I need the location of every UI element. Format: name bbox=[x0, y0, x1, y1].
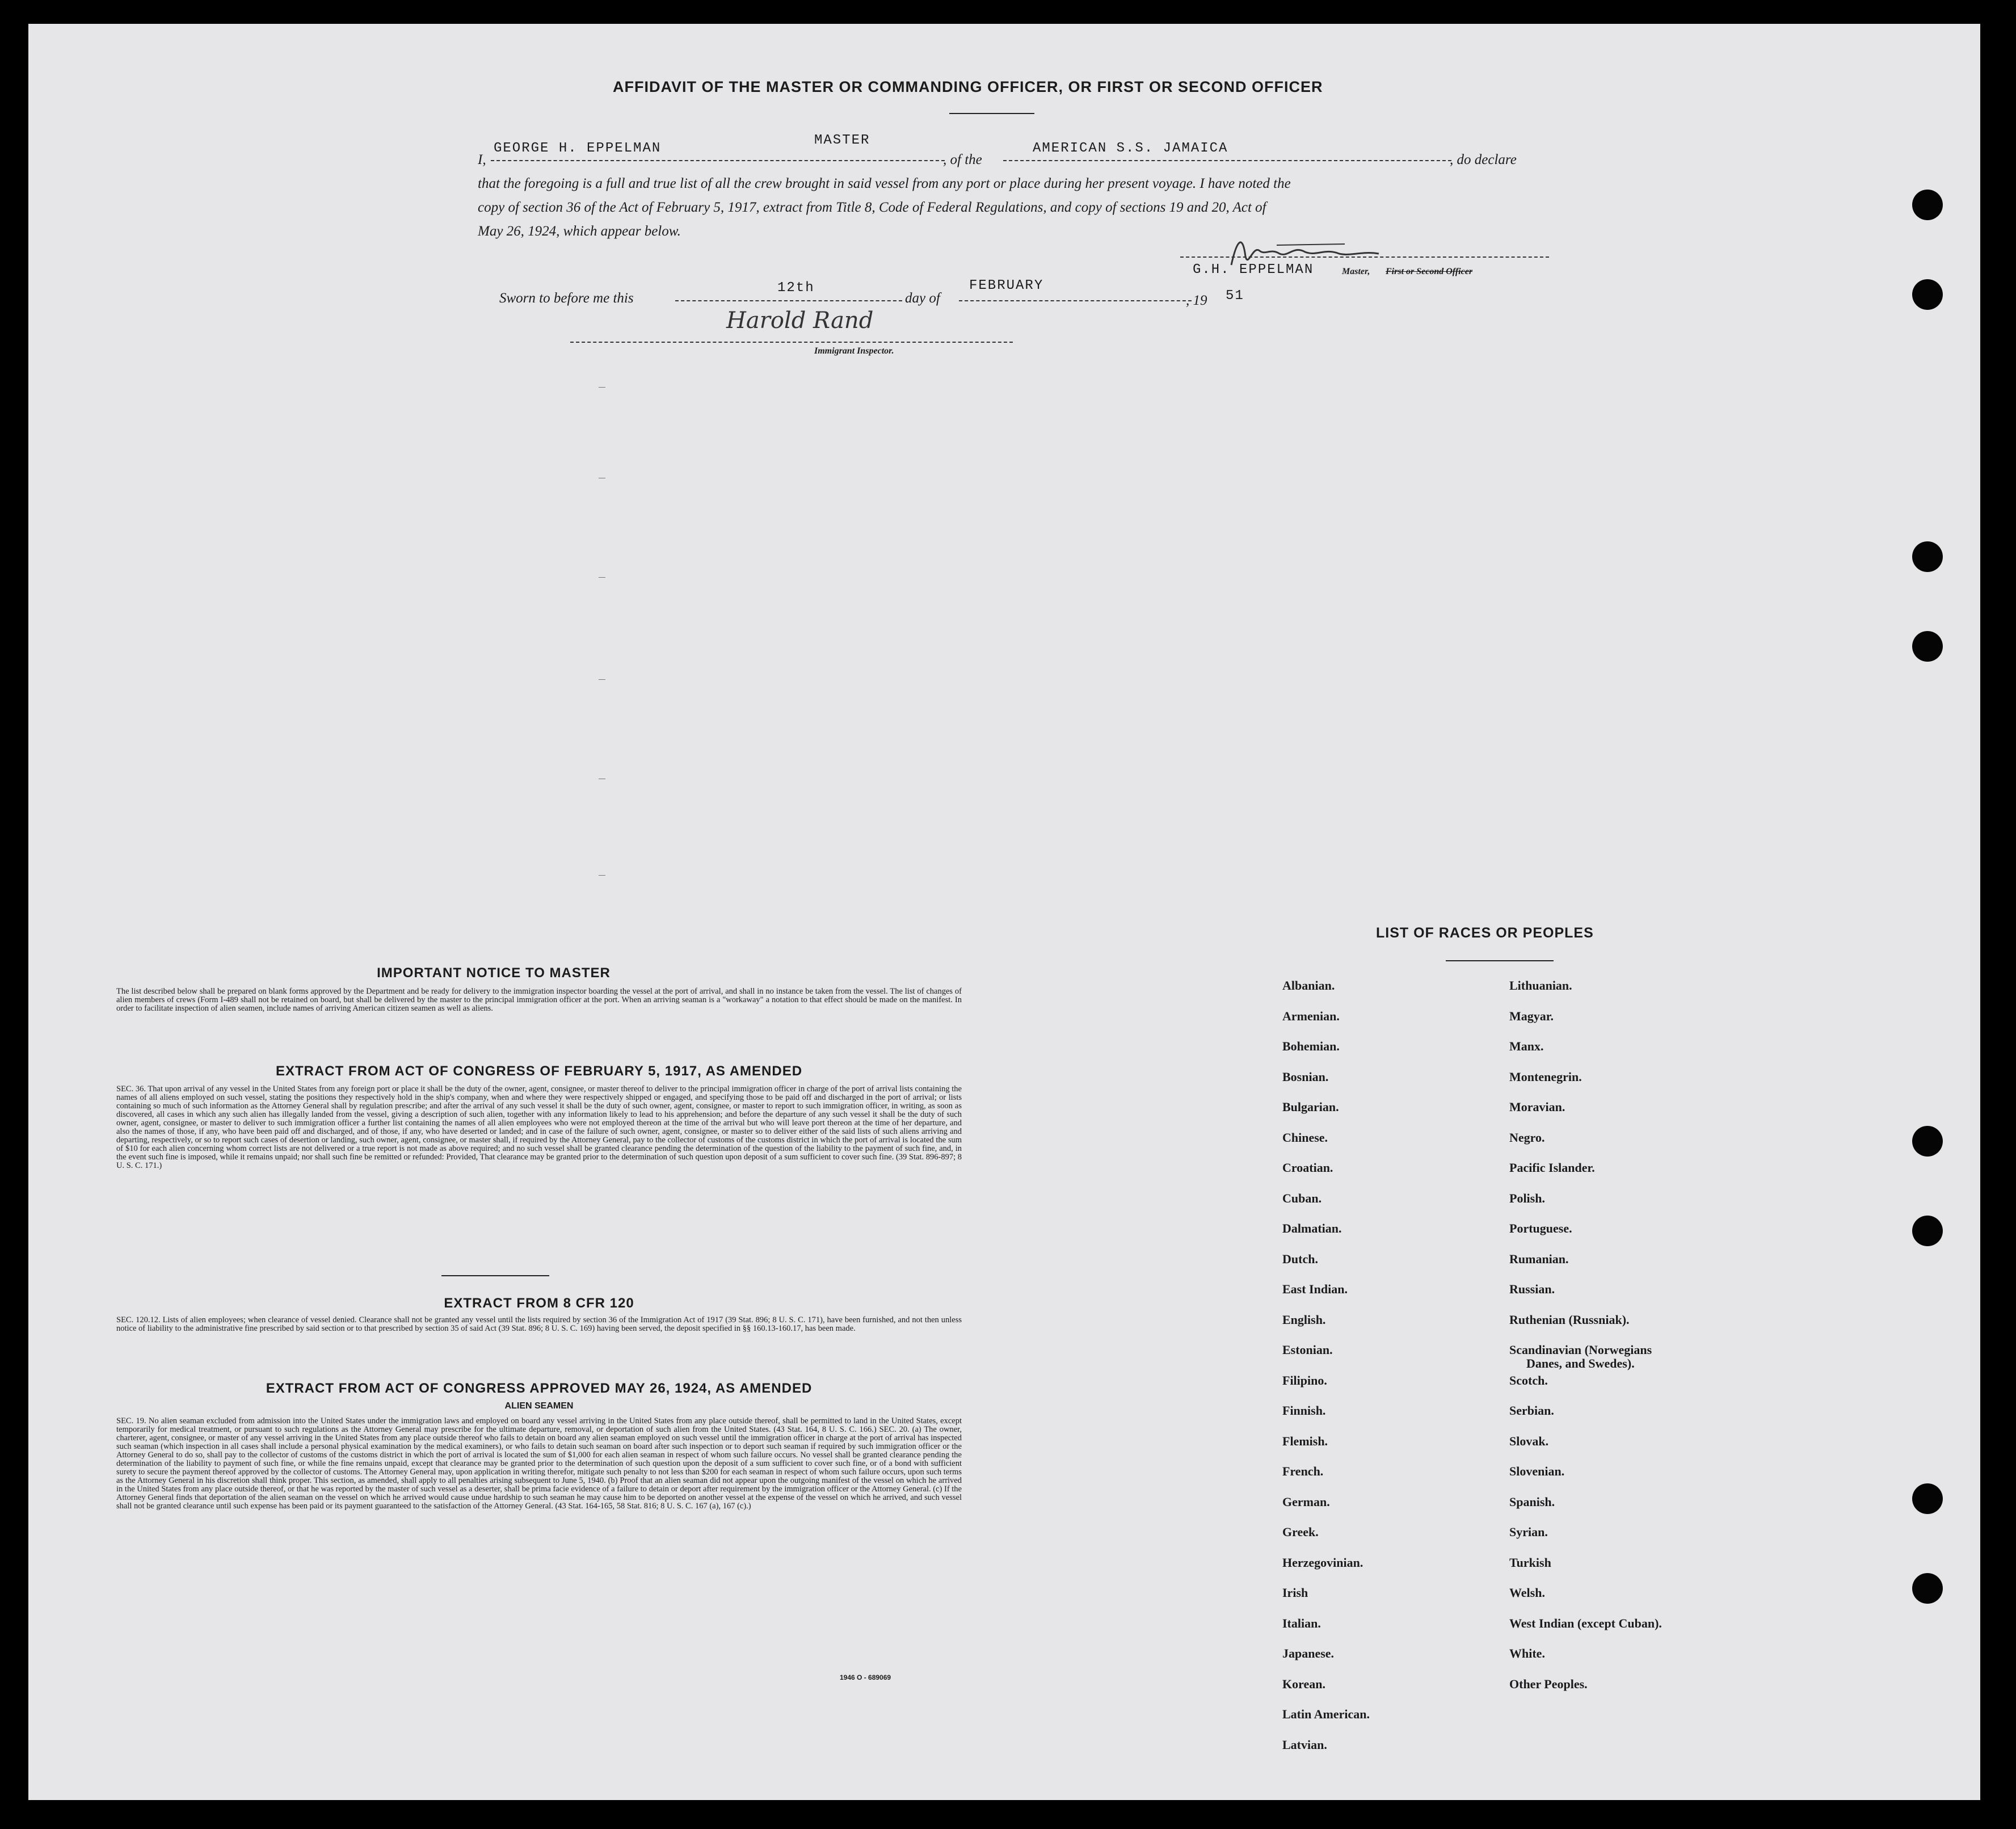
race-item: Lithuanian. bbox=[1509, 978, 1572, 993]
race-item: Italian. bbox=[1282, 1616, 1321, 1630]
extract-1924-heading: EXTRACT FROM ACT OF CONGRESS APPROVED MAY 26, 1924, AS AMENDED bbox=[266, 1381, 813, 1396]
extract-1924-subheading: ALIEN SEAMEN bbox=[504, 1401, 574, 1411]
day-value: 12th bbox=[777, 280, 815, 296]
race-item: West Indian (except Cuban). bbox=[1509, 1616, 1662, 1630]
race-item: Bosnian. bbox=[1282, 1069, 1329, 1084]
race-item: Bulgarian. bbox=[1282, 1100, 1339, 1114]
margin-tick bbox=[599, 679, 605, 680]
race-item: Turkish bbox=[1509, 1555, 1551, 1570]
year-suffix: 51 bbox=[1226, 288, 1244, 304]
extract-1917-heading: EXTRACT FROM ACT OF CONGRESS OF FEBRUARY 5, 1917, AS AMENDED bbox=[275, 1063, 803, 1079]
race-item: Montenegrin. bbox=[1509, 1069, 1582, 1084]
extract-1917-body: SEC. 36. That upon arrival of any vessel in the United States from any foreign port or place it shall be the duty of the owner, agent, consignee, or master thereof to deliver to the principal immigration officer in charge of the port of arrival lists containing the names of all aliens employed on such vessel, stating the positions they respectively hold in the ship's company, when and where they were respectively shipped or engaged, and specifying those to be paid off and discharged in the port of arrival; or lists containing so much of such information as the Attorney General shall by regulation prescribe; and after the arrival of any such vessel it shall be the duty of such owner, agent, consignee, or master to report to such immigration officer, in writing, as soon as discovered, all cases in which any such alien has illegally landed from the vessel, giving a description of such alien, together with any information likely to lead to his apprehension; and before the departure of any such vessel it shall be the duty of such owner, agent, consignee, or master to deliver to such immigration officer a further list containing the names of all alien employees who were not employed thereon at the time of the arrival but who will leave port thereon at the time of her departure, and also the names of those, if any, who have been paid off and discharged, and of those, if any, who have deserted or landed; and in case of the failure of such owner, agent, consignee, or master so to deliver either of the said lists of such aliens arriving and departing, respectively, or so to report such cases of desertion or landing, such owner, agent, consignee, or master shall, if required by the Attorney General, pay to the collector of customs of the customs district in which the port of arrival is located the sum of $10 for each alien concerning whom correct lists are not delivered or a true report is not made as above required; and no such vessel shall be granted clearance pending the determination of the question of the liability to the payment of such fine, and, in the event such fine is imposed, while it remains unpaid; nor shall such fine be remitted or refunded: Provided, That clearance may be granted prior to the determination of such question upon deposit of a sum sufficient to cover such fine. (39 Stat. 896-897; 8 U. S. C. 171.) bbox=[116, 1084, 962, 1170]
race-item: Scandinavian (Norwegians bbox=[1509, 1343, 1652, 1357]
race-item: Korean. bbox=[1282, 1676, 1325, 1691]
notice-heading: IMPORTANT NOTICE TO MASTER bbox=[377, 965, 611, 981]
race-item: Armenian. bbox=[1282, 1008, 1340, 1023]
vessel-line bbox=[1003, 160, 1451, 161]
of-the-label: , of the bbox=[943, 152, 982, 167]
title-rule bbox=[949, 113, 1034, 114]
print-code: 1946 O - 689069 bbox=[840, 1674, 891, 1681]
punch-hole bbox=[1912, 1216, 1943, 1246]
race-item: Estonian. bbox=[1282, 1343, 1333, 1357]
cfr-heading: EXTRACT FROM 8 CFR 120 bbox=[444, 1296, 634, 1311]
extract-1924-body: SEC. 19. No alien seaman excluded from admission into the United States under the immigration laws and employed on board any vessel arriving in the United States from any place outside thereof, shall be permitted to land in the United States, except temporarily for medical treatment, or pursuant to such regulations as the Attorney General may prescribe for the ultimate departure, removal, or deportation of such alien from the United States. (43 Stat. 164, 8 U. S. C. 166.) SEC. 20. (a) The owner, charterer, agent, consignee, or master of any vessel arriving in the United States from any place outside thereof who fails to detain on board any alien seaman employed on such vessel until the immigration officer in charge at the port of arrival has inspected such seaman (which inspection in all cases shall include a personal physical examination by the medical examiners), or who fails to detain such seaman on board after such inspection or to deport such seaman if required by such immigration officer or the Attorney General to do so, shall pay to the collector of customs of the customs district in which the port of arrival is located the sum of $1,000 for each alien seaman in respect of whom such failure occurs. No vessel shall be granted clearance pending the determination of the liability to payment of such fine, or while the fine remains unpaid, except that clearance may be granted prior to the determination of such question upon the deposit of a sum sufficient to cover such fine, or of a bond with sufficient surety to secure the payment thereof approved by the collector of customs. The Attorney General may, upon application in writing therefor, mitigate such penalty to not less than $200 for each seaman in respect of whom such failure occurs, upon such terms as the Attorney General in his discretion shall think proper. This section, as amended, shall apply to all penalties arising subsequent to June 5, 1940. (b) Proof that an alien seaman did not appear upon the outgoing manifest of the vessel on which he arrived in the United States from any place outside thereof, or that he was reported by the master of such vessel as a deserter, shall be prima facie evidence of a failure to detain or deport after requirement by the immigration officer or the Attorney General. (c) If the Attorney General finds that deportation of the alien seaman on the vessel on which he arrived would cause undue hardship to such seaman he may cause him to be deported on another vessel at the expense of the vessel on which he arrived, and such vessel shall not be granted clearance until such expense has been paid or its payment guaranteed to the satisfaction of the Attorney General. (43 Stat. 164-165, 58 Stat. 816; 8 U. S. C. 167 (a), 167 (c).) bbox=[116, 1416, 962, 1511]
race-item: White. bbox=[1509, 1646, 1545, 1660]
race-item: Pacific Islander. bbox=[1509, 1161, 1595, 1175]
inspector-signature: Harold Rand bbox=[726, 308, 874, 334]
officer-title-struck: First or Second Officer bbox=[1386, 267, 1473, 276]
race-item: Dalmatian. bbox=[1282, 1221, 1342, 1235]
document-page bbox=[28, 24, 1980, 1800]
race-item: Latin American. bbox=[1282, 1707, 1370, 1721]
race-item: Irish bbox=[1282, 1586, 1308, 1600]
race-item: Latvian. bbox=[1282, 1737, 1327, 1752]
race-item: Bohemian. bbox=[1282, 1039, 1340, 1053]
month-line bbox=[959, 300, 1192, 301]
race-item: Spanish. bbox=[1509, 1494, 1555, 1509]
race-item: Flemish. bbox=[1282, 1433, 1328, 1448]
punch-hole bbox=[1912, 279, 1943, 310]
month-value: FEBRUARY bbox=[969, 278, 1044, 293]
races-rule bbox=[1446, 960, 1554, 961]
declaration-line-4: May 26, 1924, which appear below. bbox=[478, 224, 681, 239]
race-item: Manx. bbox=[1509, 1039, 1544, 1053]
punch-hole bbox=[1912, 190, 1943, 220]
margin-tick bbox=[599, 875, 605, 876]
race-item: Magyar. bbox=[1509, 1008, 1554, 1023]
name-line bbox=[491, 160, 945, 161]
race-item: Filipino. bbox=[1282, 1373, 1327, 1387]
master-rank: MASTER bbox=[814, 133, 870, 148]
race-item: French. bbox=[1282, 1464, 1324, 1478]
inspector-line bbox=[570, 342, 1013, 343]
race-item: Slovenian. bbox=[1509, 1464, 1565, 1478]
punch-hole bbox=[1912, 1483, 1943, 1514]
margin-tick bbox=[599, 387, 605, 388]
race-item: Croatian. bbox=[1282, 1161, 1333, 1175]
declaration-line-2: that the foregoing is a full and true list of all the crew brought in said vessel from any port or place during her present voyage. I have noted the bbox=[478, 176, 1291, 191]
race-item: Portuguese. bbox=[1509, 1221, 1572, 1235]
punch-hole bbox=[1912, 541, 1943, 572]
race-item: Japanese. bbox=[1282, 1646, 1335, 1660]
master-name: GEORGE H. EPPELMAN bbox=[494, 141, 662, 156]
day-line bbox=[675, 300, 902, 301]
section-rule bbox=[441, 1275, 549, 1276]
officer-typed-name: G.H. EPPELMAN bbox=[1193, 262, 1314, 277]
race-item: Cuban. bbox=[1282, 1191, 1322, 1205]
vessel-name: AMERICAN S.S. JAMAICA bbox=[1033, 141, 1228, 156]
race-item: Negro. bbox=[1509, 1130, 1545, 1145]
signature-line bbox=[1180, 257, 1549, 258]
race-item: East Indian. bbox=[1282, 1282, 1348, 1296]
race-item: Greek. bbox=[1282, 1525, 1319, 1539]
notice-body: The list described below shall be prepared on blank forms approved by the Department and be ready for delivery to the immigration inspector boarding the vessel at the port of arrival, and shall in no instance be taken from the vessel. The list of changes of alien members of crews (Form I-489 shall not be retained on board, but shall be delivered by the master to the principal immigration officer at the port. When an arriving seaman is a "workaway" a notation to that effect should be made on the manifest. In order to facilitate inspection of alien seamen, include names of arriving American citizen seamen as well as aliens. bbox=[116, 987, 962, 1013]
officer-title: Master, bbox=[1342, 267, 1370, 276]
race-item: Chinese. bbox=[1282, 1130, 1328, 1145]
race-item: Albanian. bbox=[1282, 978, 1335, 993]
race-item: Polish. bbox=[1509, 1191, 1545, 1205]
punch-hole bbox=[1912, 1573, 1943, 1604]
race-item: Russian. bbox=[1509, 1282, 1555, 1296]
race-item: Slovak. bbox=[1509, 1433, 1549, 1448]
race-item: Syrian. bbox=[1509, 1525, 1548, 1539]
margin-tick bbox=[599, 577, 605, 578]
race-item: Danes, and Swedes). bbox=[1526, 1356, 1635, 1370]
race-item: Rumanian. bbox=[1509, 1251, 1569, 1266]
declaration-line-3: copy of section 36 of the Act of February 5, 1917, extract from Title 8, Code of Federal Regulations, and copy of sections 19 and 20, Act of bbox=[478, 200, 1266, 215]
race-item: Welsh. bbox=[1509, 1586, 1545, 1600]
race-item: Finnish. bbox=[1282, 1403, 1326, 1418]
race-item: Herzegovinian. bbox=[1282, 1555, 1363, 1570]
race-item: English. bbox=[1282, 1312, 1326, 1327]
do-declare-label: , do declare bbox=[1450, 152, 1517, 167]
race-item: Moravian. bbox=[1509, 1100, 1565, 1114]
race-item: Dutch. bbox=[1282, 1251, 1318, 1266]
year-prefix: , 19 bbox=[1186, 293, 1207, 308]
punch-hole bbox=[1912, 1126, 1943, 1157]
affidavit-title: AFFIDAVIT OF THE MASTER OR COMMANDING OFFICER, OR FIRST OR SECOND OFFICER bbox=[613, 78, 1323, 95]
races-heading: LIST OF RACES OR PEOPLES bbox=[1376, 925, 1594, 941]
punch-hole bbox=[1912, 631, 1943, 662]
race-item: Other Peoples. bbox=[1509, 1676, 1588, 1691]
cfr-body: SEC. 120.12. Lists of alien employees; when clearance of vessel denied. Clearance shall not be granted any vessel until the lists required by section 36 of the Immigration Act of 1917 (39 Stat. 896; 8 U. S. C. 171), have been furnished, and not then unless notice of liability to the administrative fine prescribed by said section or to that prescribed by section 35 of said Act (39 Stat. 896; 8 U. S. C. 169) having been served, the deposit specified in §§ 160.13-160.17, has been made. bbox=[116, 1315, 962, 1333]
race-item: Serbian. bbox=[1509, 1403, 1554, 1418]
inspector-label: Immigrant Inspector. bbox=[814, 346, 894, 356]
race-item: Ruthenian (Russniak). bbox=[1509, 1312, 1630, 1327]
sworn-label: Sworn to before me this bbox=[499, 291, 634, 306]
prefix-i: I, bbox=[478, 152, 486, 167]
day-of-label: day of bbox=[905, 291, 940, 306]
race-item: German. bbox=[1282, 1494, 1330, 1509]
race-item: Scotch. bbox=[1509, 1373, 1548, 1387]
